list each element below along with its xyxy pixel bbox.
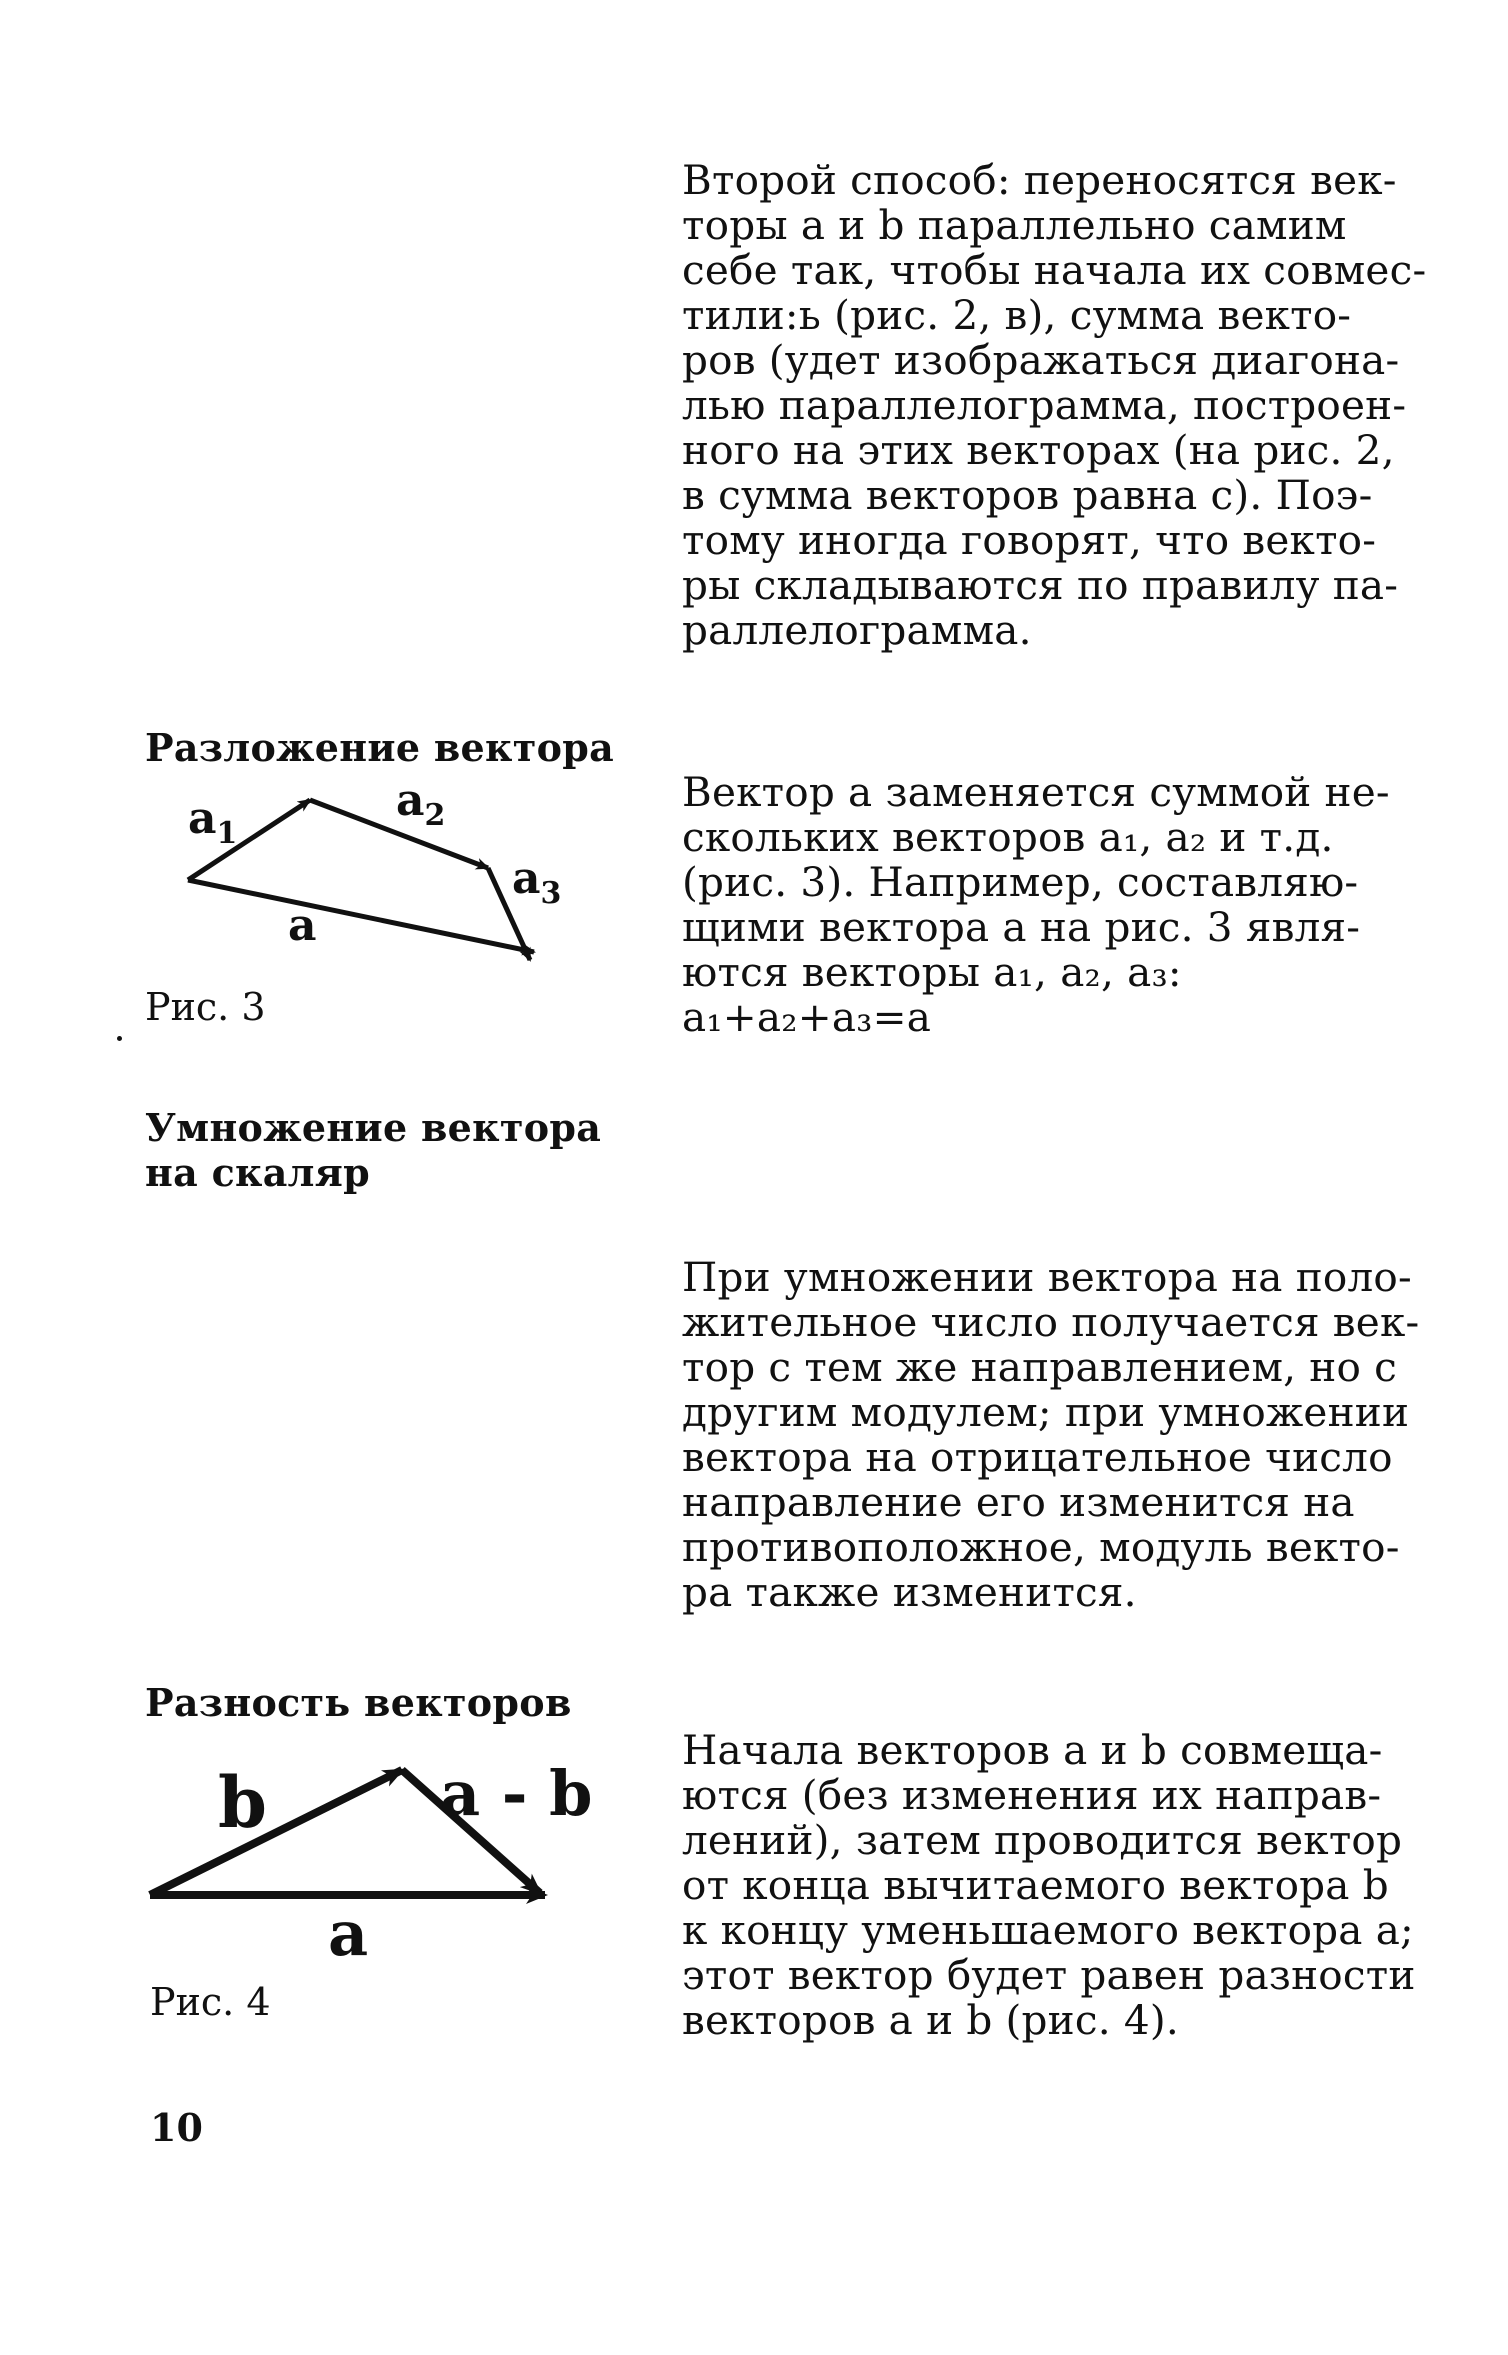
text-line: жительное число получается век-: [682, 1298, 1420, 1346]
text-line: a₁+a₂+a₃=a: [682, 993, 932, 1041]
text-line: тили:ь (рис. 2, в), сумма векто-: [682, 291, 1352, 339]
label-a3: $a_3$: [512, 853, 562, 911]
figure-3-vector-decomposition: [150, 775, 610, 1005]
text-line: векторов a и b (рис. 4).: [682, 1996, 1179, 2044]
label-a: a: [328, 1897, 369, 1970]
text-line: направление его изменится на: [682, 1478, 1355, 1526]
text-line: себе так, чтобы начала их совмес-: [682, 246, 1427, 294]
label-b: b: [218, 1761, 267, 1844]
heading-scalar-multiplication: [145, 1105, 601, 1195]
text-line: ра также изменится.: [682, 1568, 1137, 1616]
label-a1: $a_1$: [188, 793, 238, 851]
label-a2: $a_2$: [396, 775, 446, 833]
paragraph-vector-difference: [682, 1726, 1416, 2044]
text-line: ров (удет изображаться диагона-: [682, 336, 1400, 384]
figure-3-caption: Рис. 3: [145, 985, 266, 1029]
paragraph-parallelogram-rule: [682, 156, 1427, 654]
text-line: щими вектора a на рис. 3 явля-: [682, 903, 1361, 951]
paragraph-vector-decomposition: [682, 768, 1390, 1041]
text-line: ются векторы a₁, a₂, a₃:: [682, 948, 1182, 996]
label-a-minus-b: a - b: [440, 1757, 593, 1830]
print-speck: [117, 1036, 122, 1041]
figure-4-vector-difference: [140, 1725, 650, 1970]
text-line: этот вектор будет равен разности: [682, 1951, 1416, 1999]
text-line: торы a и b параллельно самим: [682, 201, 1347, 249]
label-a: a: [288, 900, 317, 951]
text-line: Начала векторов a и b совмеща-: [682, 1726, 1383, 1774]
text-line: к концу уменьшаемого вектора a;: [682, 1906, 1414, 1954]
text-line: от конца вычитаемого вектора b: [682, 1861, 1389, 1909]
figure-4-caption: Рис. 4: [150, 1980, 271, 2024]
heading-line: на скаляр: [145, 1150, 371, 1195]
text-line: лью параллелограмма, построен-: [682, 381, 1407, 429]
text-line: вектора на отрицательное число: [682, 1433, 1393, 1481]
text-line: раллелограмма.: [682, 606, 1032, 654]
text-line: Второй способ: переносятся век-: [682, 156, 1397, 204]
text-line: противоположное, модуль векто-: [682, 1523, 1400, 1571]
page-number: 10: [150, 2105, 203, 2150]
text-line: (рис. 3). Например, составляю-: [682, 858, 1359, 906]
heading-line: Умножение вектора: [145, 1105, 602, 1150]
text-line: другим модулем; при умножении: [682, 1388, 1410, 1436]
text-line: тому иногда говорят, что векто-: [682, 516, 1377, 564]
text-line: скольких векторов a₁, a₂ и т.д.: [682, 813, 1334, 861]
text-line: ются (без изменения их направ-: [682, 1771, 1382, 1819]
heading-vector-difference: Разность векторов: [145, 1680, 572, 1725]
text-line: тор с тем же направлением, но с: [682, 1343, 1398, 1391]
vector-a-arrow: [188, 880, 534, 952]
text-line: При умножении вектора на поло-: [682, 1253, 1412, 1301]
text-line: Вектор a заменяется суммой не-: [682, 768, 1390, 816]
text-line: ры складываются по правилу па-: [682, 561, 1399, 609]
text-line: ного на этих векторах (на рис. 2,: [682, 426, 1395, 474]
text-line: в сумма векторов равна с). Поэ-: [682, 471, 1373, 519]
heading-vector-decomposition: Разложение вектора: [145, 725, 615, 770]
text-line: лений), затем проводится вектор: [682, 1816, 1403, 1864]
vector-b-arrow: [150, 1770, 402, 1895]
paragraph-scalar-multiplication: [682, 1253, 1420, 1616]
